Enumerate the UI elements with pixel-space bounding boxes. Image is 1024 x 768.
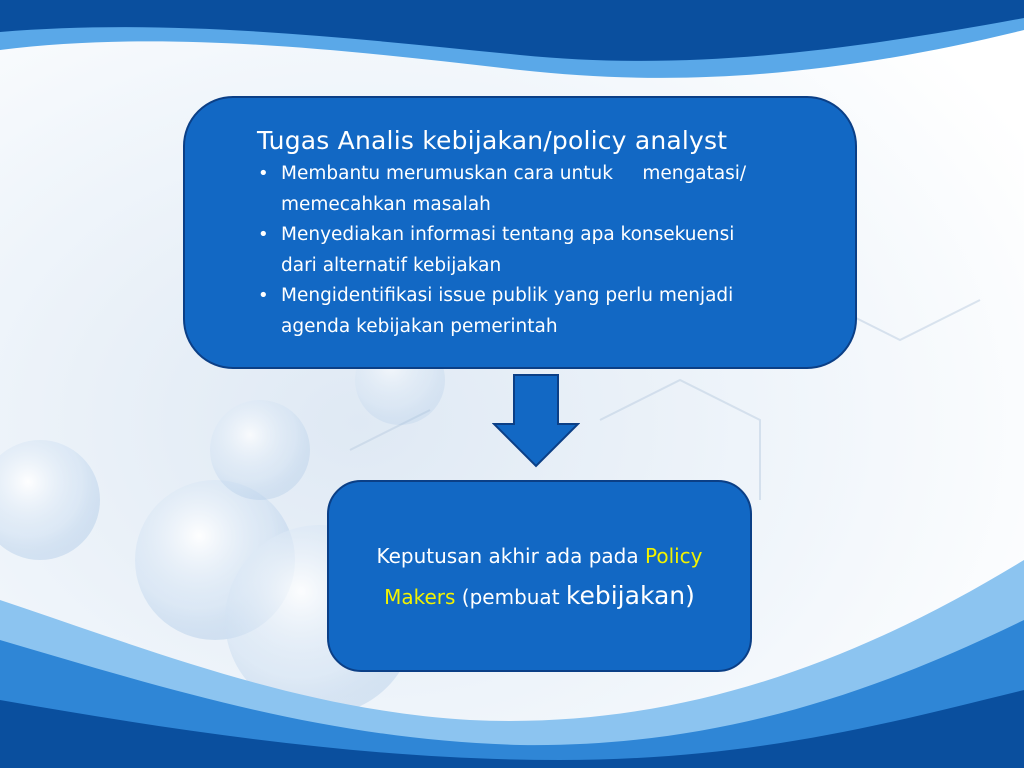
- task-item: [255, 281, 815, 342]
- task-item-line2: memecahkan masalah: [281, 193, 491, 215]
- decision-text: [376, 536, 702, 617]
- decision-box: [327, 480, 752, 672]
- task-item-line1: Membantu merumuskan cara untuk mengatasi/: [281, 163, 747, 184]
- bullet-icon: •: [258, 285, 269, 306]
- analyst-tasks-box: [183, 96, 857, 369]
- bullet-icon: •: [258, 163, 269, 184]
- analyst-tasks-title: Tugas Analis kebijakan/policy analyst: [257, 126, 728, 155]
- decision-text-end: kebijakan): [565, 580, 695, 610]
- decision-text-start: Keputusan akhir ada pada: [376, 543, 645, 568]
- decision-text-middle: (pembuat: [455, 584, 566, 609]
- task-item-line2: dari alternatif kebijakan: [281, 254, 502, 276]
- task-item-line2: agenda kebijakan pemerintah: [281, 315, 558, 337]
- task-item-line1: Menyediakan informasi tentang apa konsekuensi: [281, 224, 735, 245]
- policy-highlight: Policy: [644, 543, 703, 568]
- makers-highlight: Makers: [384, 584, 456, 609]
- task-item: [255, 220, 815, 281]
- task-item-line1: Mengidentifikasi issue publik yang perlu menjadi: [281, 285, 734, 306]
- bullet-icon: •: [258, 224, 269, 245]
- analyst-tasks-list: [255, 159, 815, 342]
- task-item: [255, 159, 815, 220]
- down-arrow-icon: [492, 374, 580, 468]
